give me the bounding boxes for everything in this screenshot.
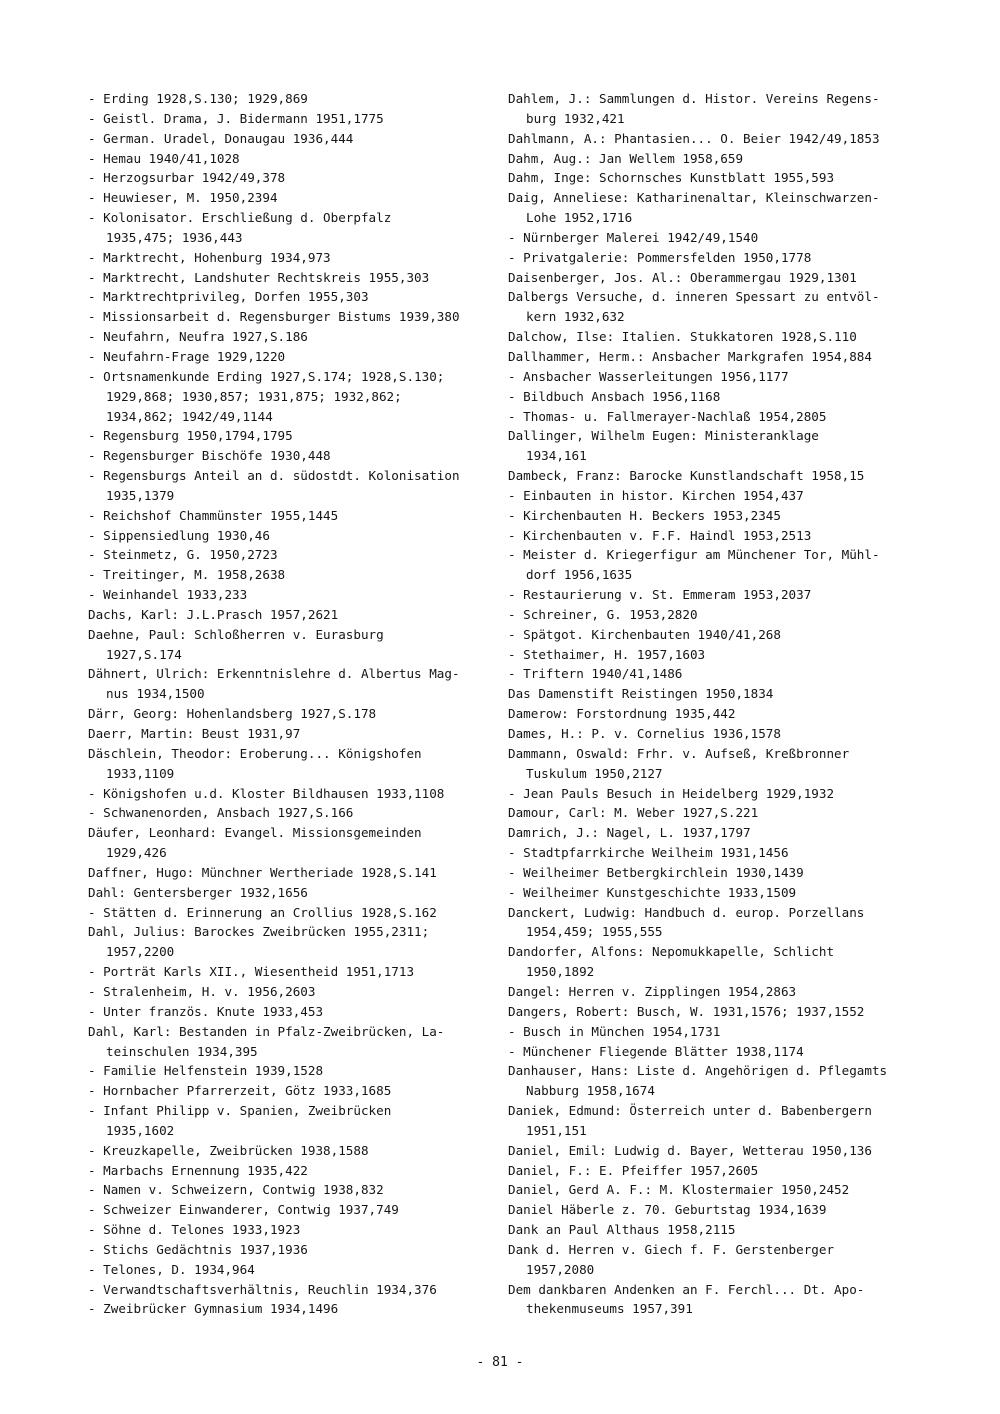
index-entry: Dähnert, Ulrich: Erkenntnislehre d. Albertus Mag- — [88, 666, 460, 682]
index-entry: - Kreuzkapelle, Zweibrücken 1938,1588 — [88, 1142, 369, 1158]
index-entry: - Königshofen u.d. Kloster Bildhausen 1933,1108 — [88, 785, 445, 801]
index-entry: Daerr, Martin: Beust 1931,97 — [88, 726, 301, 741]
index-entry: Daniel Häberle z. 70. Geburtstag 1934,1639 — [508, 1202, 827, 1218]
index-entry: Dachs, Karl: J.L.Prasch 1957,2621 — [88, 606, 339, 622]
index-entry: Dangel: Herren v. Zipplingen 1954,2863 — [508, 983, 797, 999]
index-entry: dorf 1956,1635 — [526, 567, 633, 583]
index-entry: 1933,1109 — [106, 765, 175, 781]
index-entry: nus 1934,1500 — [106, 686, 205, 702]
index-entry: Nabburg 1958,1674 — [526, 1083, 655, 1099]
index-entry: 1935,1602 — [106, 1122, 175, 1138]
index-entry: - Stadtpfarrkirche Weilheim 1931,1456 — [508, 845, 789, 861]
index-entry: Dahm, Aug.: Jan Wellem 1958,659 — [508, 150, 744, 166]
index-entry: - Sippensiedlung 1930,46 — [88, 527, 270, 543]
index-entry: - Marbachs Ernennung 1935,422 — [88, 1162, 308, 1178]
index-entry: 1934,161 — [526, 448, 587, 464]
index-entry: Daniel, Gerd A. F.: M. Klostermaier 1950,2452 — [508, 1182, 850, 1198]
index-entry: Dallinger, Wilhelm Eugen: Ministeranklage — [508, 428, 819, 444]
index-entry: Das Damenstift Reistingen 1950,1834 — [508, 686, 774, 702]
index-entry: 1929,426 — [106, 845, 167, 861]
index-entry: - Ansbacher Wasserleitungen 1956,1177 — [508, 368, 789, 384]
index-entry: teinschulen 1934,395 — [106, 1043, 258, 1059]
index-entry: 1929,868; 1930,857; 1931,875; 1932,862; — [106, 388, 402, 404]
index-entry: Dahm, Inge: Schornsches Kunstblatt 1955,593 — [508, 170, 835, 186]
index-entry: - Marktrecht, Hohenburg 1934,973 — [88, 249, 331, 265]
index-entry: 1935,1379 — [106, 487, 175, 503]
index-entry: - Weilheimer Betbergkirchlein 1930,1439 — [508, 864, 804, 880]
index-entry: - Einbauten in histor. Kirchen 1954,437 — [508, 487, 804, 503]
right-column — [508, 89, 903, 1319]
index-entry: - Weilheimer Kunstgeschichte 1933,1509 — [508, 884, 797, 900]
index-entry: - Stralenheim, H. v. 1956,2603 — [88, 983, 316, 999]
index-entry: Dahlmann, A.: Phantasien... O. Beier 1942/49,1853 — [508, 130, 880, 146]
index-entry: Daffner, Hugo: Münchner Wertheriade 1928,S.141 — [88, 864, 437, 880]
index-entry: Damrich, J.: Nagel, L. 1937,1797 — [508, 825, 751, 841]
index-entry: - Marktrecht, Landshuter Rechtskreis 1955,303 — [88, 269, 430, 285]
index-entry: - Regensburger Bischöfe 1930,448 — [88, 448, 331, 464]
index-entry: - Geistl. Drama, J. Bidermann 1951,1775 — [88, 110, 384, 126]
index-entry: - Regensburg 1950,1794,1795 — [88, 428, 293, 444]
index-entry: - Schweizer Einwanderer, Contwig 1937,749 — [88, 1202, 399, 1218]
page-number: - 81 - — [476, 1355, 524, 1370]
index-entry: - Steinmetz, G. 1950,2723 — [88, 547, 278, 563]
index-entry: - Stätten d. Erinnerung an Crollius 1928,S.162 — [88, 904, 437, 920]
index-entry: - Reichshof Chammünster 1955,1445 — [88, 507, 339, 523]
index-entry: Damerow: Forstordnung 1935,442 — [508, 706, 736, 722]
index-entry: - Marktrechtprivileg, Dorfen 1955,303 — [88, 289, 369, 305]
index-entry: 1935,475; 1936,443 — [106, 229, 243, 245]
index-entry: Dahlem, J.: Sammlungen d. Histor. Vereins Regens- — [508, 91, 880, 106]
index-entry: - Söhne d. Telones 1933,1923 — [88, 1222, 301, 1238]
index-entry: - Porträt Karls XII., Wiesentheid 1951,1713 — [88, 964, 415, 980]
index-entry: kern 1932,632 — [526, 309, 625, 325]
index-entry: - Kolonisator. Erschließung d. Oberpfalz — [88, 210, 392, 226]
index-entry: Däufer, Leonhard: Evangel. Missionsgemeinden — [88, 825, 422, 841]
index-entry: - Restaurierung v. St. Emmeram 1953,2037 — [508, 587, 812, 603]
index-entry: - Jean Pauls Besuch in Heidelberg 1929,1932 — [508, 785, 835, 801]
index-entry: Dalchow, Ilse: Italien. Stukkatoren 1928,S.110 — [508, 329, 857, 345]
index-entry: - Meister d. Kriegerfigur am Münchener Tor, Mühl- — [508, 547, 880, 563]
index-entry: 1957,2200 — [106, 944, 175, 960]
index-entry: 1927,S.174 — [106, 646, 182, 662]
index-entry: - Verwandtschaftsverhältnis, Reuchlin 1934,376 — [88, 1281, 437, 1297]
index-entry: - Schwanenorden, Ansbach 1927,S.166 — [88, 805, 354, 821]
index-entry: - Bildbuch Ansbach 1956,1168 — [508, 388, 721, 404]
index-entry: Daig, Anneliese: Katharinenaltar, Kleinschwarzen- — [508, 190, 880, 206]
index-entry: Dahl, Karl: Bestanden in Pfalz-Zweibrücken, La- — [88, 1023, 445, 1039]
index-entry: 1934,862; 1942/49,1144 — [106, 408, 273, 424]
index-entry: - Münchener Fliegende Blätter 1938,1174 — [508, 1043, 804, 1059]
index-entry: Dank d. Herren v. Giech f. F. Gerstenberger — [508, 1241, 835, 1257]
index-entry: - German. Uradel, Donaugau 1936,444 — [88, 130, 354, 146]
index-entry: - Weinhandel 1933,233 — [88, 587, 248, 603]
index-entry: Dangers, Robert: Busch, W. 1931,1576; 1937,1552 — [508, 1003, 865, 1019]
index-entry: - Hornbacher Pfarrerzeit, Götz 1933,1685 — [88, 1083, 392, 1099]
index-entry: Därr, Georg: Hohenlandsberg 1927,S.178 — [88, 706, 377, 722]
index-entry: - Herzogsurbar 1942/49,378 — [88, 170, 286, 186]
index-entry: 1957,2080 — [526, 1261, 595, 1277]
index-entry: Daniel, Emil: Ludwig d. Bayer, Wetterau 1950,136 — [508, 1142, 872, 1158]
index-entry: - Familie Helfenstein 1939,1528 — [88, 1063, 324, 1079]
index-entry: - Missionsarbeit d. Regensburger Bistums 1939,380 — [88, 309, 460, 325]
index-entry: - Unter französ. Knute 1933,453 — [88, 1003, 324, 1019]
index-entry: - Namen v. Schweizern, Contwig 1938,832 — [88, 1182, 384, 1198]
index-entry: burg 1932,421 — [526, 110, 625, 126]
index-entry: - Neufahrn, Neufra 1927,S.186 — [88, 329, 308, 345]
index-entry: - Busch in München 1954,1731 — [508, 1023, 721, 1039]
index-entry: Dammann, Oswald: Frhr. v. Aufseß, Kreßbronner — [508, 745, 850, 761]
index-entry: Dalbergs Versuche, d. inneren Spessart zu entvöl- — [508, 289, 880, 305]
index-entry: Dames, H.: P. v. Cornelius 1936,1578 — [508, 726, 781, 741]
index-entry: Daisenberger, Jos. Al.: Oberammergau 1929,1301 — [508, 269, 857, 285]
index-entry: 1950,1892 — [526, 964, 595, 980]
index-entry: Dandorfer, Alfons: Nepomukkapelle, Schlicht — [508, 944, 835, 960]
index-entry: - Privatgalerie: Pommersfelden 1950,1778 — [508, 249, 812, 265]
index-entry: - Infant Philipp v. Spanien, Zweibrücken — [88, 1103, 392, 1119]
index-entry: - Stethaimer, H. 1957,1603 — [508, 646, 706, 662]
index-entry: - Thomas- u. Fallmerayer-Nachlaß 1954,2805 — [508, 408, 827, 424]
index-entry: Daniel, F.: E. Pfeiffer 1957,2605 — [508, 1162, 759, 1178]
index-entry: - Hemau 1940/41,1028 — [88, 150, 240, 166]
index-entry: Danckert, Ludwig: Handbuch d. europ. Porzellans — [508, 904, 865, 920]
index-entry: Danhauser, Hans: Liste d. Angehörigen d. Pflegamts — [508, 1063, 888, 1079]
index-entry: - Kirchenbauten v. F.F. Haindl 1953,2513 — [508, 527, 812, 543]
index-entry: - Ortsnamenkunde Erding 1927,S.174; 1928,S.130; — [88, 368, 445, 384]
index-entry: Daehne, Paul: Schloßherren v. Eurasburg — [88, 626, 384, 642]
index-entry: Dahl: Gentersberger 1932,1656 — [88, 884, 308, 900]
index-entry: - Heuwieser, M. 1950,2394 — [88, 190, 278, 206]
index-entry: - Regensburgs Anteil an d. südostdt. Kolonisation — [88, 468, 460, 484]
index-entry: - Zweibrücker Gymnasium 1934,1496 — [88, 1301, 339, 1317]
index-entry: - Nürnberger Malerei 1942/49,1540 — [508, 229, 759, 245]
index-entry: Dahl, Julius: Barockes Zweibrücken 1955,2311; — [88, 924, 430, 940]
index-entry: Damour, Carl: M. Weber 1927,S.221 — [508, 805, 759, 821]
index-entry: 1954,459; 1955,555 — [526, 924, 663, 940]
index-entry: Dallhammer, Herm.: Ansbacher Markgrafen 1954,884 — [508, 348, 872, 364]
index-entry: - Treitinger, M. 1958,2638 — [88, 567, 286, 583]
index-entry: - Neufahrn-Frage 1929,1220 — [88, 348, 286, 364]
index-entry: - Telones, D. 1934,964 — [88, 1261, 255, 1277]
index-entry: Däschlein, Theodor: Eroberung... Königshofen — [88, 745, 422, 761]
index-entry: Daniek, Edmund: Österreich unter d. Babenbergern — [508, 1103, 872, 1119]
index-entry: - Schreiner, G. 1953,2820 — [508, 606, 698, 622]
index-entry: 1951,151 — [526, 1122, 587, 1138]
index-entry: - Spätgot. Kirchenbauten 1940/41,268 — [508, 626, 781, 642]
left-column — [88, 89, 488, 1319]
index-entry: Lohe 1952,1716 — [526, 210, 633, 226]
index-entry: thekenmuseums 1957,391 — [526, 1301, 693, 1317]
index-entry: - Erding 1928,S.130; 1929,869 — [88, 91, 308, 106]
index-entry: - Kirchenbauten H. Beckers 1953,2345 — [508, 507, 781, 523]
index-entry: Tuskulum 1950,2127 — [526, 765, 663, 781]
index-entry: - Triftern 1940/41,1486 — [508, 666, 683, 682]
index-entry: - Stichs Gedächtnis 1937,1936 — [88, 1241, 308, 1257]
index-entry: Dank an Paul Althaus 1958,2115 — [508, 1222, 736, 1238]
index-entry: Dem dankbaren Andenken an F. Ferchl... Dt. Apo- — [508, 1281, 865, 1297]
index-entry: Dambeck, Franz: Barocke Kunstlandschaft 1958,15 — [508, 468, 865, 484]
